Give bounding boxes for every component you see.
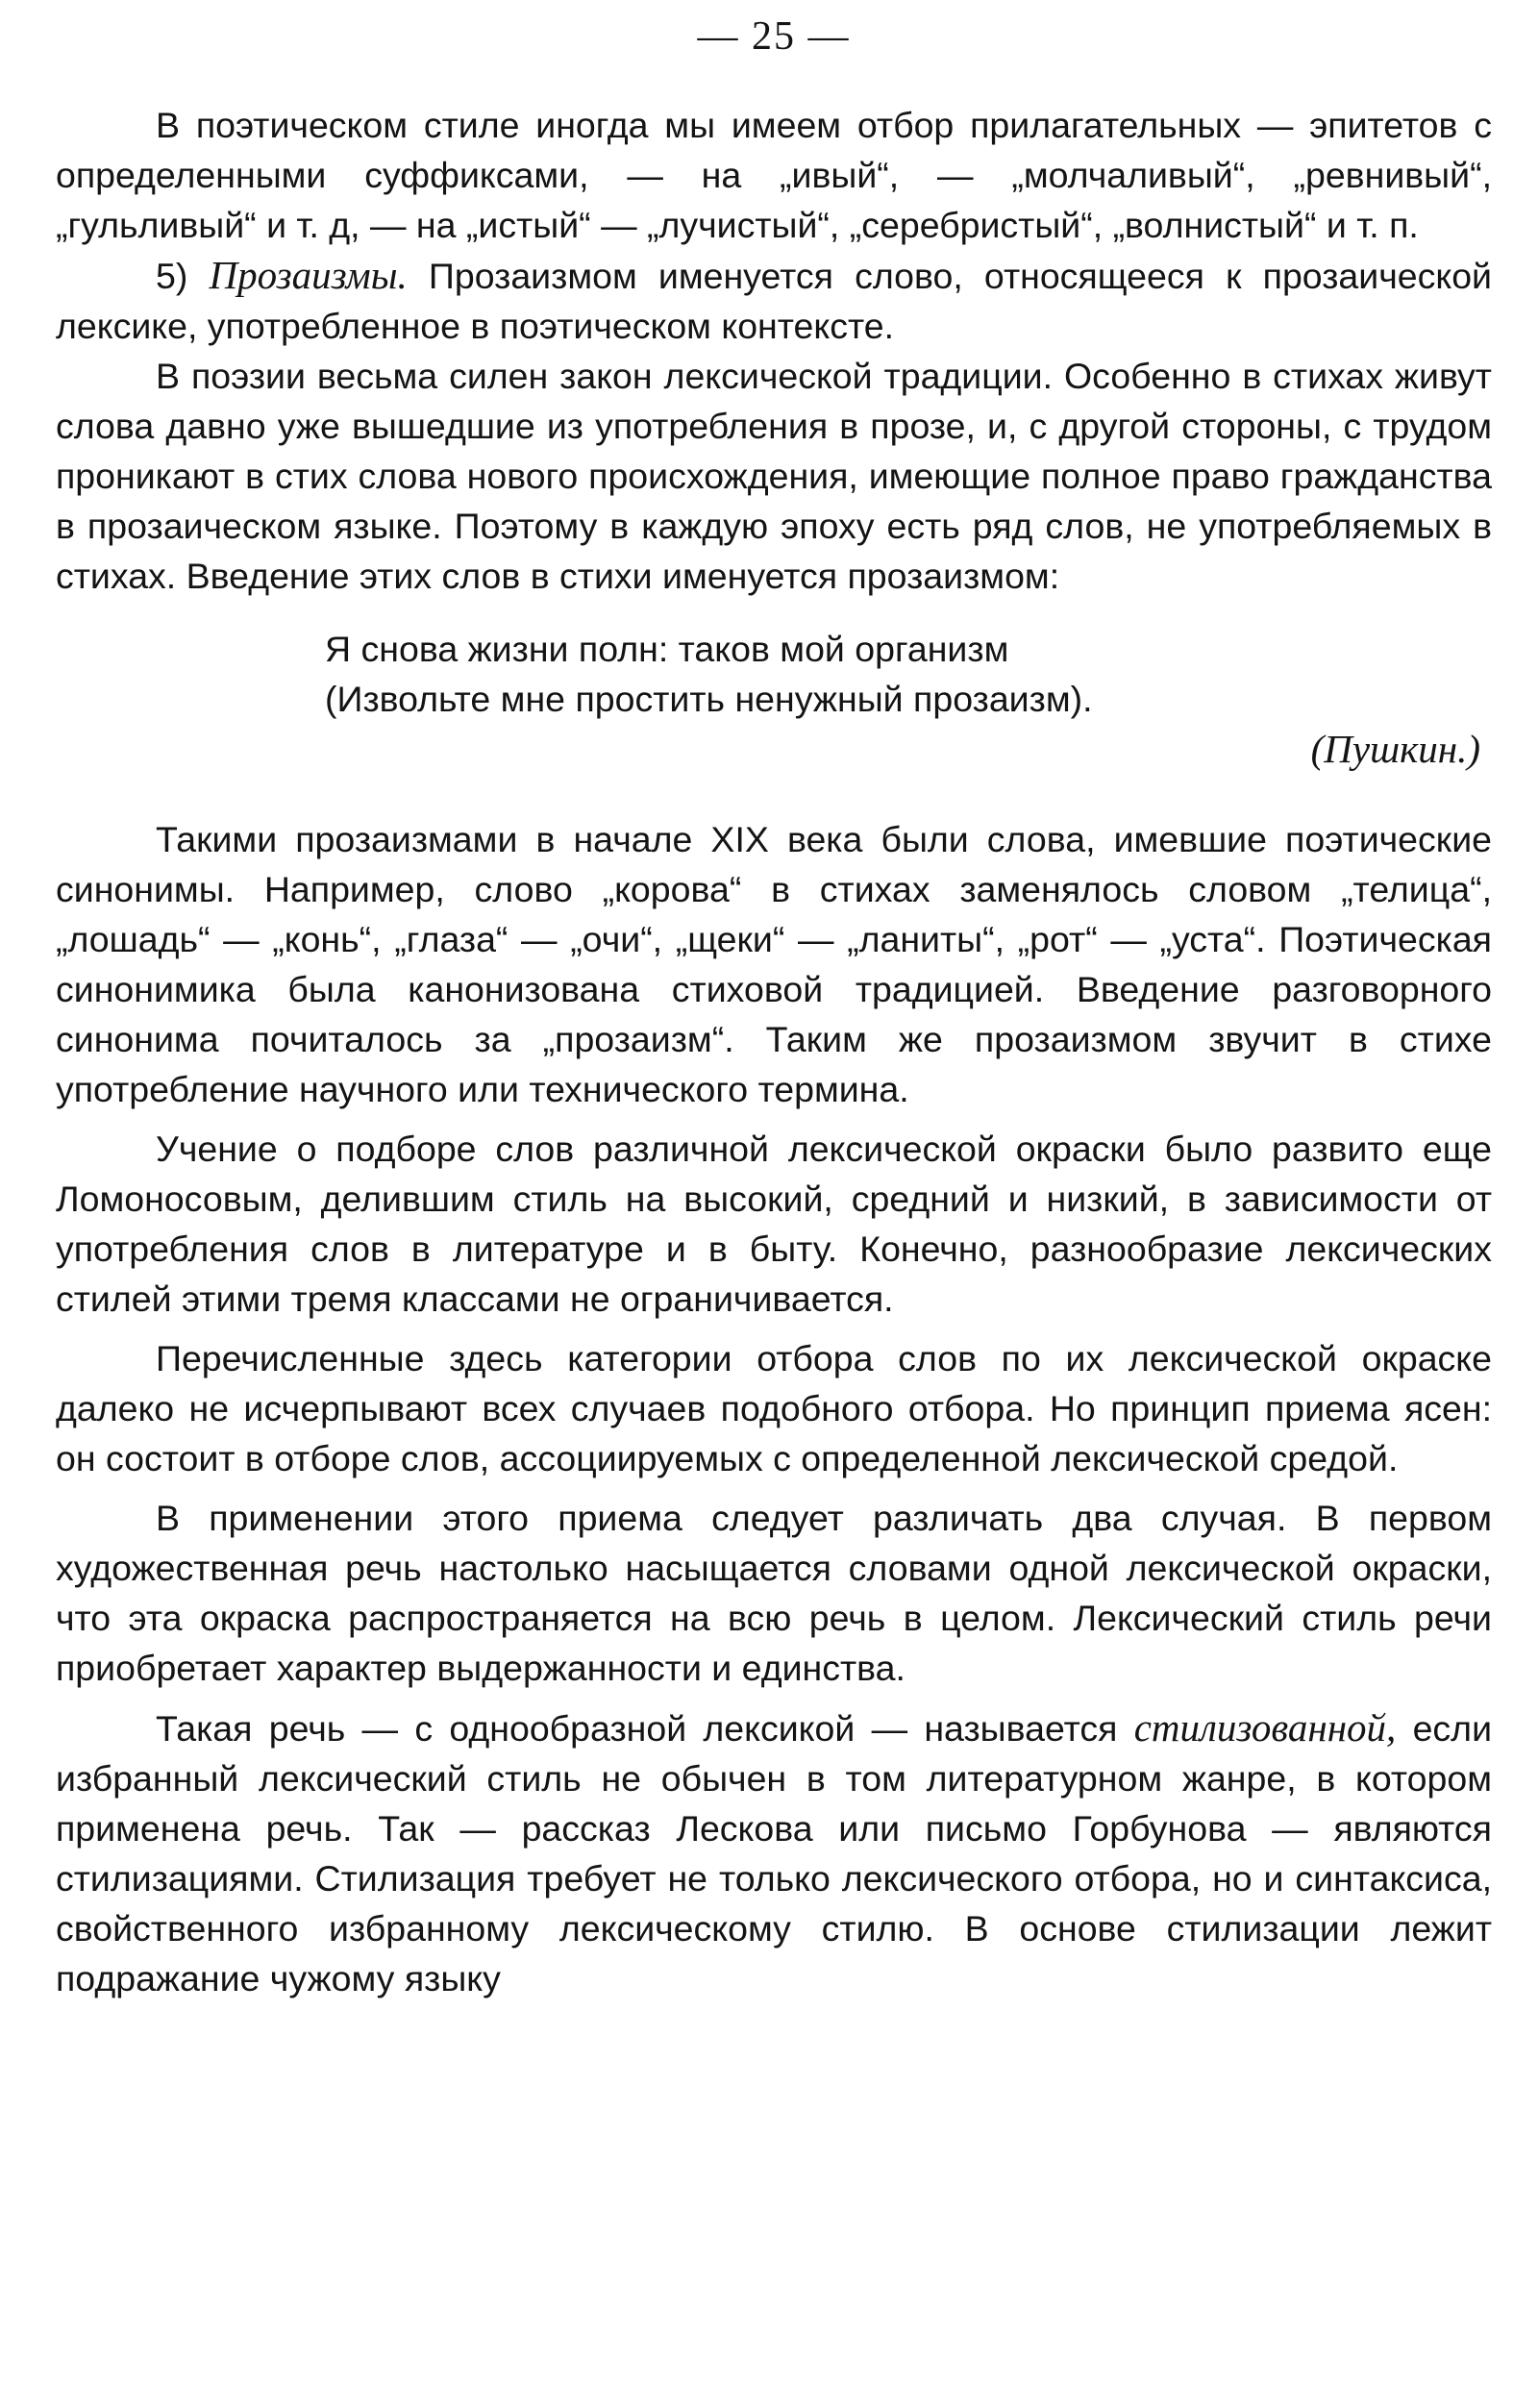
stylization-rest: если избранный лексический стиль не обычен в том литературном жанре, в котором применена речь. Так — рассказ Лескова или письмо Горбунова — являются стилизациями. Стилизация требует не только лексического отбора, но и синтаксиса, свойственного избранному лексическому стилю. В основе стилизации лежит подражание чужому языку	[56, 1708, 1493, 1998]
term-prosaisms: Прозаизмы.	[209, 253, 408, 297]
definition-text: Прозаизмом именуется слово, относящееся к прозаической лексике, употребленное в поэтическом контексте.	[56, 256, 1493, 346]
verse-line-1: Я снова жизни полн: таков мой организм	[325, 629, 1009, 669]
paragraph-prosaisms-definition	[56, 250, 1492, 351]
paragraph-categories: Перечисленные здесь категории отбора слов по их лексической окраске далеко не исчерпывают всех случаев подобного отбора. Но принцип приема ясен: он состоит в отборе слов, ассоциируемых с определенной лексической средой.	[56, 1338, 1492, 1478]
stylization-start: Такая речь — с однообразной лексикой — называется	[156, 1708, 1118, 1749]
verse-line-2: (Извольте мне простить ненужный прозаизм).	[325, 679, 1093, 719]
list-number: 5)	[156, 256, 188, 296]
term-stylized: стилизованной,	[1133, 1705, 1397, 1750]
body-text	[56, 100, 1492, 2003]
paragraph-two-cases: В применении этого приема следует различать два случая. В первом художественная речь настолько насыщается словами одной лексической окраски, что эта окраска распространяется на всю речь в целом. Лексический стиль речи приобретает характер выдержанности и единства.	[56, 1498, 1492, 1688]
quote-author: (Пушкин.)	[1310, 727, 1480, 771]
page-number: — 25 —	[697, 14, 851, 59]
verse-quote	[56, 624, 1492, 774]
paragraph-lomonosov: Учение о подборе слов различной лексической окраски было развито еще Ломоносовым, делившим стиль на высокий, средний и низкий, в зависимости от употребления слов в литературе и в быту. Конечно, разнообразие лексических стилей этими тремя классами не ограничивается.	[56, 1129, 1492, 1319]
paragraph-stylization	[56, 1702, 1492, 2003]
paragraph-synonyms: Такими прозаизмами в начале XIX века были слова, имевшие поэтические синонимы. Например, слово „корова“ в стихах заменялось словом „телица“, „лошадь“ — „конь“, „глаза“ — „очи“, „щеки“ — „ланиты“, „рот“ — „уста“. Поэтическая синонимика была канонизована стиховой традицией. Введение разговорного синонима почиталось за „прозаизм“. Таким же прозаизмом звучит в стихе употребление научного или технического термина.	[56, 819, 1492, 1109]
paragraph-lexical-tradition: В поэзии весьма силен закон лексической традиции. Особенно в стихах живут слова давно уже вышедшие из употребления в прозе, и, с другой стороны, с трудом проникают в стих слова нового происхождения, имеющие полное право гражданства в прозаическом языке. Поэтому в каждую эпоху есть ряд слов, не употребляемых в стихах. Введение этих слов в стихи именуется прозаизмом:	[56, 356, 1492, 596]
paragraph-epithets: В поэтическом стиле иногда мы имеем отбор прилагательных — эпитетов с определенными суффиксами, — на „ивый“, — „молчаливый“, „ревнивый“, „гульливый“ и т. д, — на „истый“ — „лучистый“, „серебристый“, „волнистый“ и т. п.	[56, 105, 1492, 245]
